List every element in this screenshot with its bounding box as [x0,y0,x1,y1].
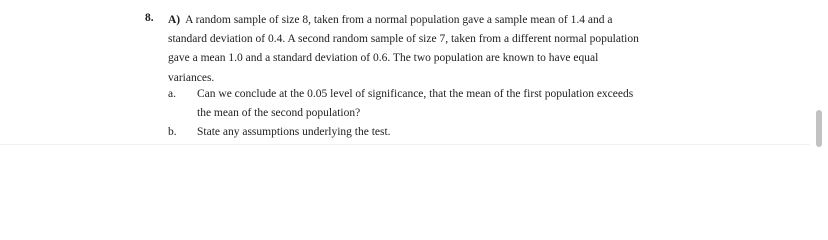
sub-item-b-text [197,123,391,142]
question-line-1 [168,11,736,30]
question-part-label: A) [168,14,181,26]
question-line-1-text: A random sample of size 8, taken from a normal population gave a sample mean of 1.4 and a [185,14,613,26]
question-line-2: standard deviation of 0.4. A second random sample of size 7, taken from a different normal population [168,33,639,46]
sub-item-a-letter: a. [168,88,176,100]
question-line-3: gave a mean 1.0 and a standard deviation of 0.6. The two population are known to have equal [168,52,599,65]
sub-item-a-line-2: the mean of the second population? [197,107,361,120]
sub-item-a-line-1: Can we conclude at the 0.05 level of significance, that the mean of the first population exceeds [197,88,634,100]
question-body [168,11,736,88]
sub-item-b-line-1: State any assumptions underlying the test. [197,126,391,138]
bottom-divider [0,144,828,145]
scrollbar-thumb[interactable] [816,110,822,147]
sub-item-b-letter: b. [168,126,177,138]
question-line-4: variances. [168,71,215,84]
question-number: 8. [145,12,154,24]
sub-item-a-text [197,85,633,123]
